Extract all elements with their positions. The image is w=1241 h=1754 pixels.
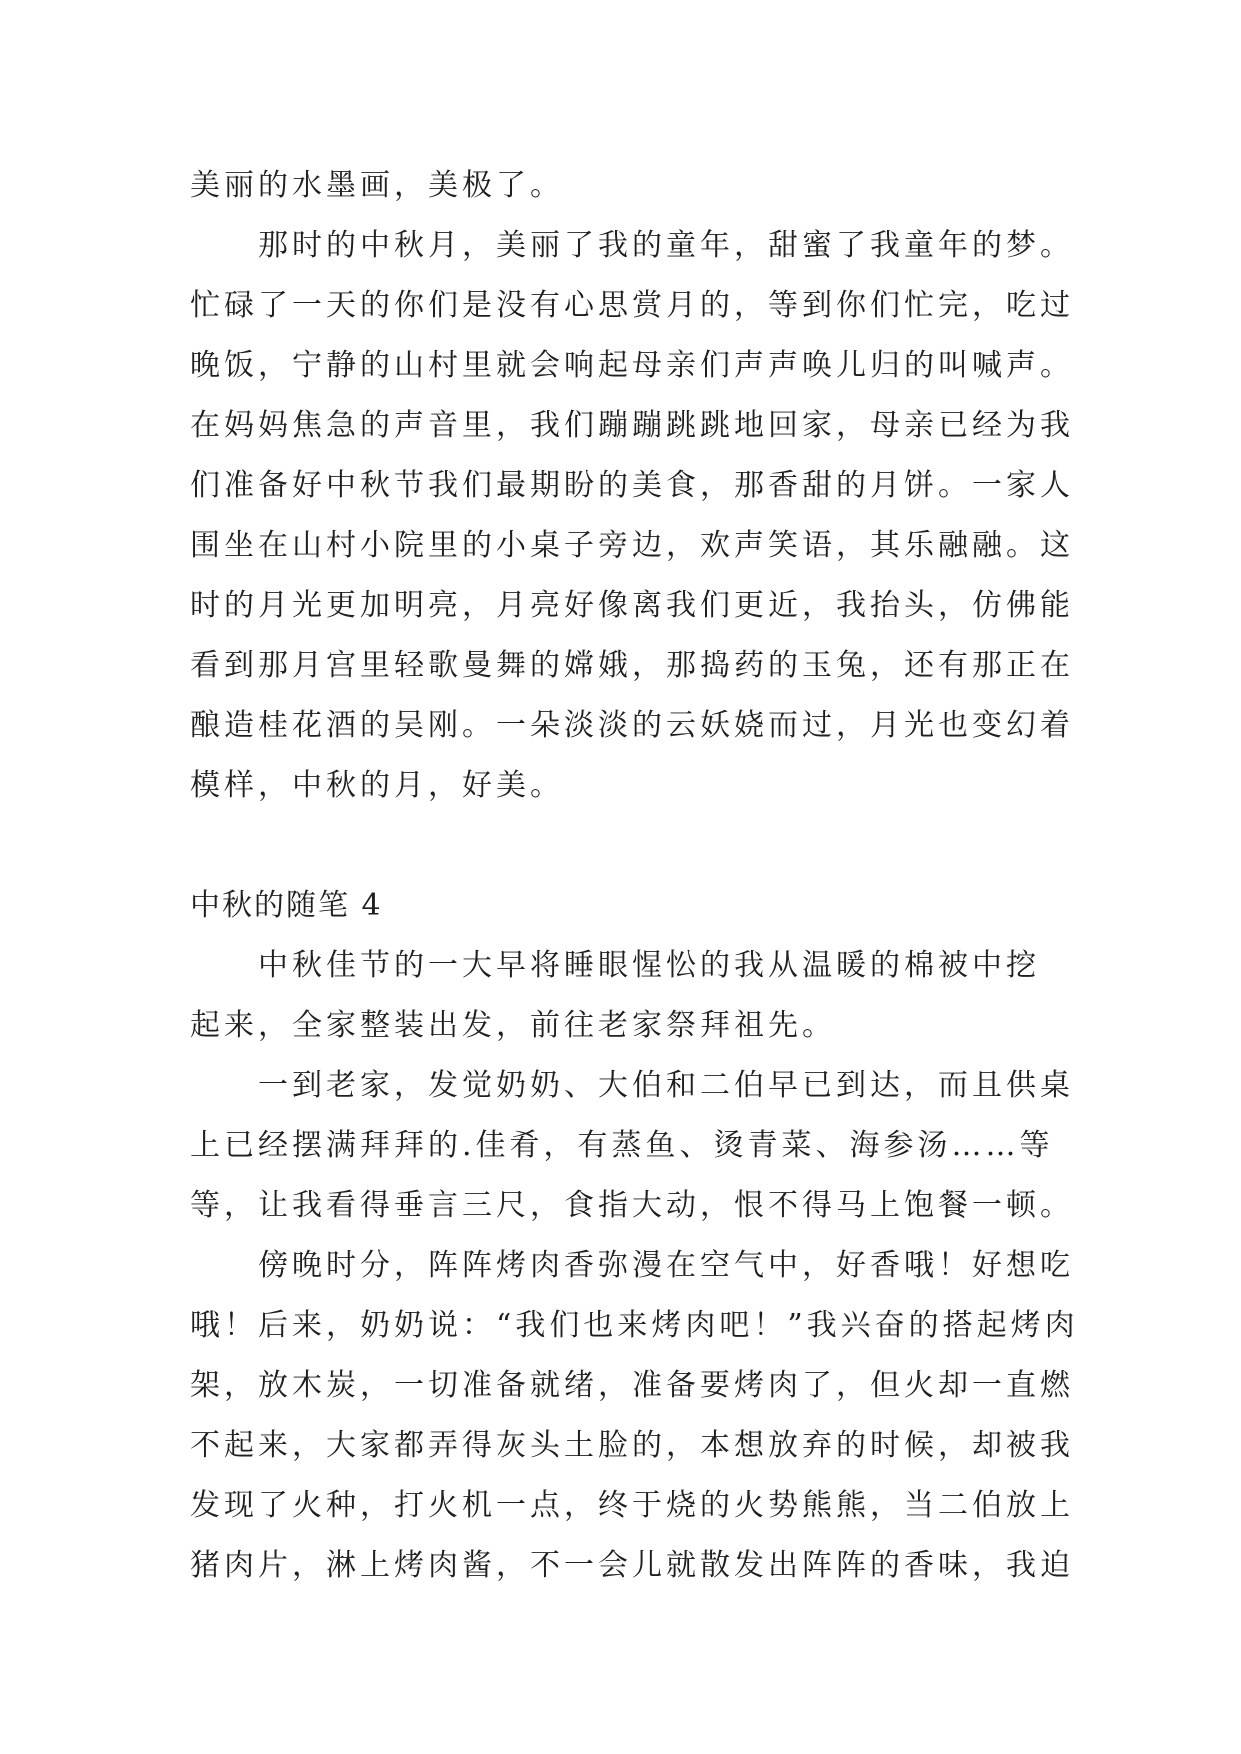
text-line: 忙碌了一天的你们是没有心思赏月的，等到你们忙完，吃过 — [190, 288, 1074, 323]
text-line: 上已经摆满拜拜的.佳肴，有蒸鱼、烫青菜、海参汤……等 — [190, 1128, 1054, 1163]
text-line: 看到那月宫里轻歌曼舞的嫦娥，那捣药的玉兔，还有那正在 — [190, 648, 1074, 683]
text-line: 猪肉片，淋上烤肉酱，不一会儿就散发出阵阵的香味，我迫 — [190, 1548, 1074, 1583]
text-line: 模样，中秋的月，好美。 — [190, 768, 564, 803]
paragraph-mid-autumn-moon — [190, 216, 1074, 816]
text-line: 不起来，大家都弄得灰头土脸的，本想放弃的时候，却被我 — [190, 1428, 1074, 1463]
text-line: 中秋佳节的一大早将睡眼惺忪的我从温暖的棉被中挖 — [258, 948, 1040, 983]
text-line: 在妈妈焦急的声音里，我们蹦蹦跳跳地回家，母亲已经为我 — [190, 408, 1074, 443]
text-line: 那时的中秋月，美丽了我的童年，甜蜜了我童年的梦。 — [258, 228, 1074, 263]
paragraph-continued — [190, 156, 1070, 216]
text-line: 围坐在山村小院里的小桌子旁边，欢声笑语，其乐融融。这 — [190, 528, 1074, 563]
paragraph-morning — [190, 936, 1070, 1056]
text-line: 等，让我看得垂言三尺，食指大动，恨不得马上饱餐一顿。 — [190, 1188, 1074, 1223]
section-heading: 中秋的随笔 4 — [190, 888, 383, 923]
text-line: 傍晚时分，阵阵烤肉香弥漫在空气中，好香哦！好想吃 — [258, 1248, 1074, 1283]
text-line: 美丽的水墨画，美极了。 — [190, 168, 564, 203]
text-line: 哦！后来，奶奶说：“我们也来烤肉吧！”我兴奋的搭起烤肉 — [190, 1308, 1079, 1343]
text-line: 们准备好中秋节我们最期盼的美食，那香甜的月饼。一家人 — [190, 468, 1074, 503]
text-line: 时的月光更加明亮，月亮好像离我们更近，我抬头，仿佛能 — [190, 588, 1074, 623]
text-line: 酿造桂花酒的吴刚。一朵淡淡的云妖娆而过，月光也变幻着 — [190, 708, 1074, 743]
paragraph-hometown — [190, 1056, 1074, 1236]
text-line: 晚饭，宁静的山村里就会响起母亲们声声唤儿归的叫喊声。 — [190, 348, 1074, 383]
document-body — [190, 156, 1079, 1596]
text-line: 起来，全家整装出发，前往老家祭拜祖先。 — [190, 1008, 836, 1043]
text-line: 发现了火种，打火机一点，终于烧的火势熊熊，当二伯放上 — [190, 1488, 1074, 1523]
paragraph-barbecue — [190, 1236, 1079, 1596]
text-line: 一到老家，发觉奶奶、大伯和二伯早已到达，而且供桌 — [258, 1068, 1074, 1103]
text-line: 架，放木炭，一切准备就绪，准备要烤肉了，但火却一直燃 — [190, 1368, 1074, 1403]
